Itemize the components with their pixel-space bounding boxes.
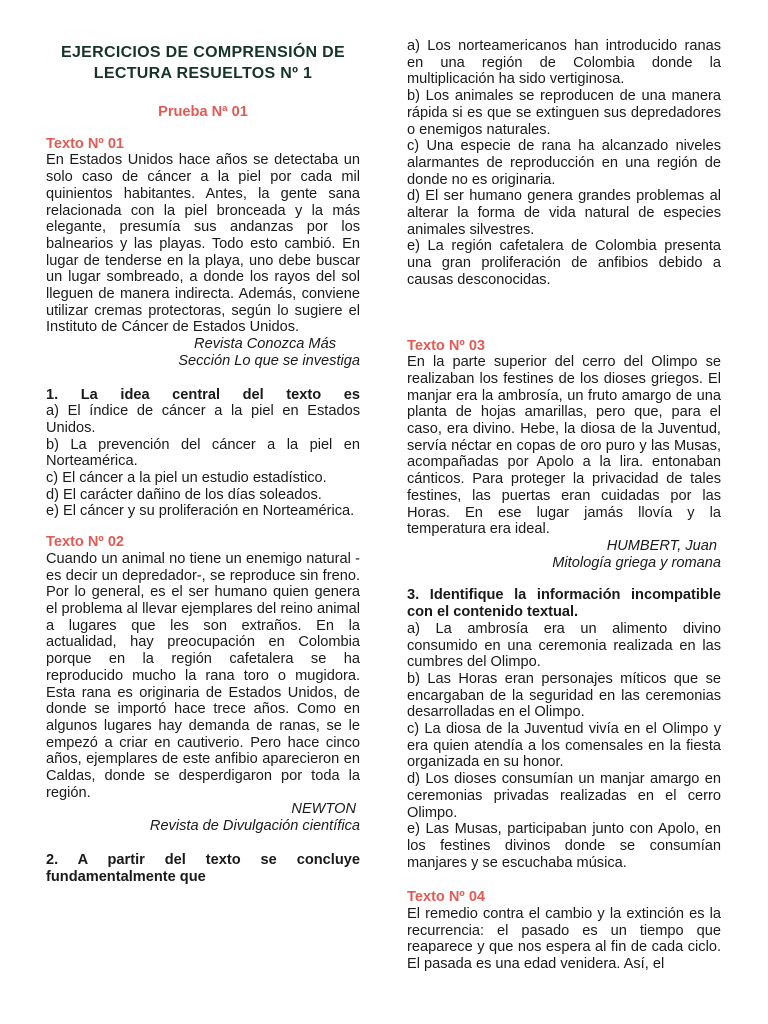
texto-1-heading: Texto Nº 01 [46,135,125,152]
question-2-option-d: d) El ser humano genera grandes problemas al alterar la forma de vida natural de especies animales silvestres. [407,188,721,238]
texto-1-body: En Estados Unidos hace años se detectaba un solo caso de cáncer a la piel por cada mil quinientos habitantes. Antes, la gente sana relacionada con la piel bronceada y la más elegante, presumía sus andanzas por los balnearios y las playas. Todo esto cambió. En lugar de tenderse en la playa, uno debe buscar un lugar sombreado, a donde los rayos del sol lleguen de manera indirecta. Además, conviene utilizar cremas protectoras, según lo sugiere el Instituto de Cáncer de Estados Unidos. [46,152,360,336]
texto-4-heading: Texto Nº 04 [407,889,486,906]
question-3-option-b: b) Las Horas eran personajes míticos que se encargaban de la seguridad en las ceremonias desarrolladas en el Olimpo. [407,670,721,721]
texto-3-body: En la parte superior del cerro del Olimpo se realizaban los festines de los dioses griegos. El manjar era la ambrosía, un fruto amargo de una planta de hojas amarillas, pero que, para el caso, era divino. Hebe, la diosa de la Juventud, servía néctar en copas de oro puro y las Musas, acompañadas por Apolo a la lira. entonaban cánticos. Para proteger la privacidad de tales festines, las puertas eran cuidadas por las Horas. En ese lugar jamás llovía y la temperatura era ideal. [407,354,721,538]
question-1-option-e: e) El cáncer y su proliferación en Norteamérica. [46,503,355,520]
texto-2-body: Cuando un animal no tiene un enemigo natural -es decir un depredador-, se reproduce sin freno. Por lo general, es el ser humano quien genera el problema al llevar ejemplares del reino animal a lugares que les son extraños. En la actualidad, hay preocupación en Colombia porque en la región cafetalera se ha reproducido mucho la rana toro o mugidora. Esta rana es originaria de Estados Unidos, de donde se importó hace trece años. Como en algunos lugares hay demanda de ranas, se le empezó a criar en cautiverio. Pero hace cinco años, ejemplares de este anfibio aparecieron en Caldas, donde se desperdigaron por toda la región. [46,550,360,801]
question-1-option-d: d) El carácter dañino de los días soleados. [46,486,322,503]
texto-2-source-author [46,801,360,818]
question-2: 2. A partir del texto se concluye fundamentalmente que [46,851,360,885]
texto-3-source-author: HUMBERT, Juan [606,537,717,554]
question-2-option-b: b) Los animales se reproducen de una manera rápida si es que se extinguen sus depredadores o enemigos naturales. [407,88,721,138]
question-1-option-c: c) El cáncer a la piel un estudio estadístico. [46,470,327,487]
question-1-option-a: a) El índice de cáncer a la piel en Estados Unidos. [46,403,360,436]
test-subtitle: Prueba Nª 01 [158,104,248,120]
page-title [46,42,360,84]
spacer [407,289,721,322]
question-3-option-c: c) La diosa de la Juventud vivía en el Olimpo y era quien atendía a los comensales en la fiesta organizada en su honor. [407,721,721,771]
texto-1-source-magazine: Revista Conozca Más [194,336,336,353]
texto-2-source-publication: Revista de Divulgación científica [149,818,360,835]
texto-1-source-section: Sección Lo que se investiga [178,352,360,369]
question-3-option-d: d) Los dioses consumían un manjar amargo en ceremonias privadas realizadas en el cerro Olimpo. [407,771,721,821]
texto-4-body: El remedio contra el cambio y la extinción es la recurrencia: el pasado es un tiempo que reaparece y que nos espera al fin de cada ciclo. El pasada es una edad venidera. Así, el [407,906,721,973]
question-1-option-b: b) La prevención del cáncer a la piel en Norteamérica. [46,436,360,470]
left-column [46,38,360,885]
question-2-option-e: e) La región cafetalera de Colombia presenta una gran proliferación de anfibios debido a causas desconocidas. [407,238,721,288]
question-3: 3. Identifique la información incompatible con el contenido textual. [407,587,721,621]
page-title-line-1: EJERCICIOS DE COMPRENSIÓN DE [60,44,345,61]
question-1: 1. La idea central del texto es [46,386,360,403]
question-3-option-e: e) Las Musas, participaban junto con Apolo, en los festines divinos donde se consumían manjares y se escuchaba música. [407,821,721,871]
right-column [407,38,721,973]
question-2-option-c: c) Una especie de rana ha alcanzado niveles alarmantes de reproducción en una región de donde no es originaria. [407,138,721,188]
texto-3-heading: Texto Nº 03 [407,337,486,354]
texto-2-heading: Texto Nº 02 [46,534,125,551]
question-2-option-a: a) Los norteamericanos han introducido ranas en una región de Colombia donde la multiplicación ha sido vertiginosa. [407,38,721,88]
texto-3-source-book: Mitología griega y romana [552,554,721,571]
question-3-option-a: a) La ambrosía era un alimento divino consumido en una ceremonia realizada en las cumbres del Olimpo. [407,620,721,671]
page-title-line-2: LECTURA RESUELTOS Nº 1 [93,65,313,82]
texto-2-source-author-text: NEWTON [291,801,356,818]
